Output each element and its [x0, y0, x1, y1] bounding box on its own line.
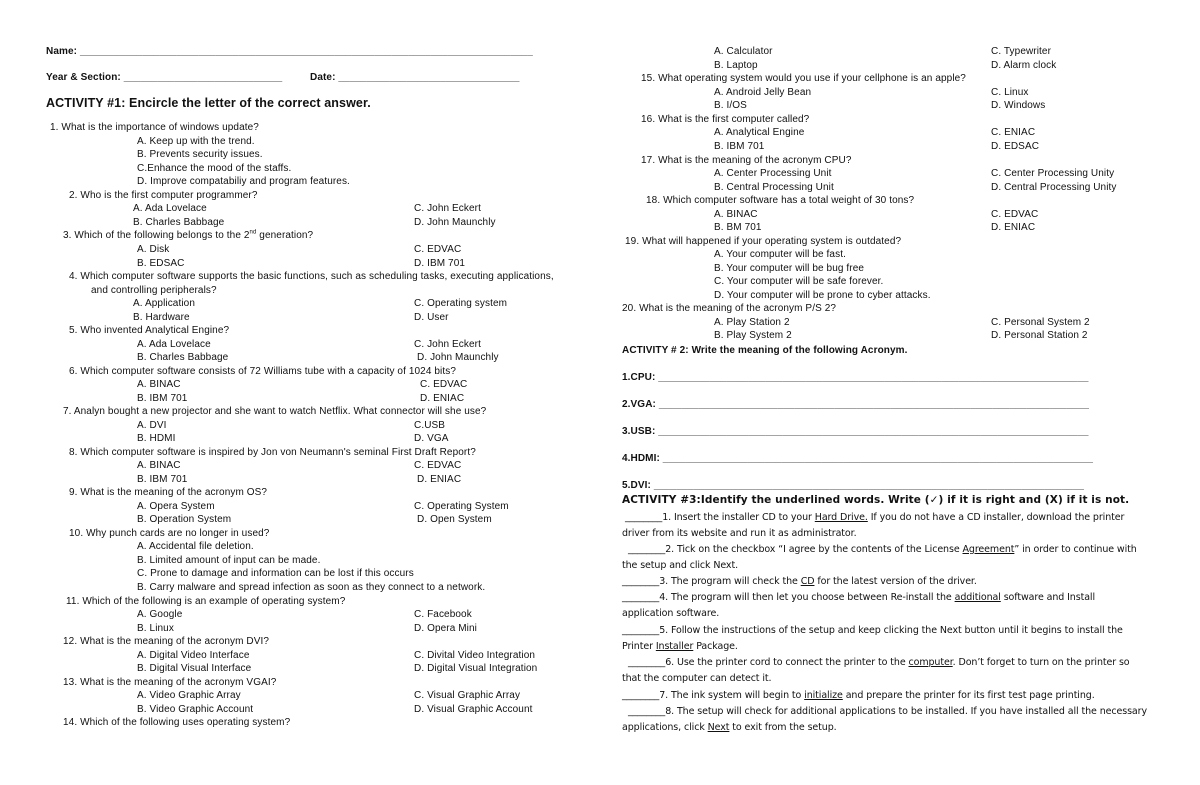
choice-15b[interactable]: B. I/OS — [714, 100, 747, 111]
choice-17d[interactable]: D. Central Processing Unity — [991, 182, 1117, 193]
question-9: 9. What is the meaning of the acronym OS? — [69, 487, 268, 498]
question-4: 4. Which computer software supports the basic functions, such as scheduling tasks, executing applications, — [69, 271, 554, 282]
item-2-text: ________2. Tick on the checkbox “I agree by the contents of the License — [628, 544, 963, 555]
choice-17a[interactable]: A. Center Processing Unit — [714, 168, 832, 179]
choice-4b[interactable]: B. Hardware — [133, 312, 190, 323]
item-6-cont: that the computer can detect it. — [622, 673, 772, 684]
choice-17c[interactable]: C. Center Processing Unity — [991, 168, 1115, 179]
choice-7a[interactable]: A. DVI — [137, 420, 167, 431]
item-4-text: ________4. The program will then let you choose between Re-install the — [622, 592, 955, 603]
choice-7b[interactable]: B. HDMI — [137, 433, 176, 444]
choice-14d[interactable]: D. Alarm clock — [991, 60, 1057, 71]
choice-12a[interactable]: A. Digital Video Interface — [137, 650, 250, 661]
choice-13b[interactable]: B. Video Graphic Account — [137, 704, 254, 715]
choice-3d[interactable]: D. IBM 701 — [414, 258, 466, 269]
item-1[interactable] — [625, 512, 1124, 524]
choice-13a[interactable]: A. Video Graphic Array — [137, 690, 241, 701]
question-10: 10. Why punch cards are no longer in used? — [69, 528, 270, 539]
choice-10a[interactable]: A. Accidental file deletion. — [137, 541, 254, 552]
question-1: 1. What is the importance of windows update? — [50, 122, 259, 133]
item-6-underlined: computer — [908, 657, 953, 668]
acronym-cpu-line[interactable]: 1.CPU: ____________________________________________________________________________ — [622, 372, 1089, 383]
choice-7d[interactable]: D. VGA — [414, 433, 449, 444]
item-3-underlined: CD — [800, 576, 815, 587]
choice-11a[interactable]: A. Google — [137, 609, 183, 620]
choice-16d[interactable]: D. EDSAC — [991, 141, 1040, 152]
choice-2b[interactable]: B. Charles Babbage — [133, 217, 225, 228]
choice-5c[interactable]: C. John Eckert — [414, 339, 481, 350]
choice-18d[interactable]: D. ENIAC — [991, 222, 1036, 233]
item-5-cont-end: Package. — [693, 641, 738, 652]
choice-5d[interactable]: D. John Maunchly — [417, 352, 499, 363]
item-1-text: ________1. Insert the installer CD to your — [625, 512, 815, 523]
item-2-end: ” in order to continue with — [1014, 544, 1137, 555]
question-18: 18. Which computer software has a total weight of 30 tons? — [646, 195, 915, 206]
question-8: 8. Which computer software is inspired by Jon von Neumann's seminal First Draft Report? — [69, 447, 476, 458]
question-3-end: generation? — [256, 230, 314, 241]
choice-6a[interactable]: A. BINAC — [137, 379, 181, 390]
choice-8b[interactable]: B. IBM 701 — [137, 474, 188, 485]
item-3-text: ________3. The program will check the — [622, 576, 801, 587]
choice-10b[interactable]: B. Limited amount of input can be made. — [137, 555, 321, 566]
year-section-line[interactable]: Year & Section: ____________________________ — [46, 72, 283, 83]
item-8[interactable]: ________8. The setup will check for additional applications to be installed. If you have installed all the necessary — [628, 706, 1147, 717]
choice-20a[interactable]: A. Play Station 2 — [714, 317, 790, 328]
choice-3c[interactable]: C. EDVAC — [414, 244, 462, 255]
choice-13c[interactable]: C. Visual Graphic Array — [414, 690, 521, 701]
choice-19a[interactable]: A. Your computer will be fast. — [714, 249, 846, 260]
choice-6b[interactable]: B. IBM 701 — [137, 393, 188, 404]
item-6[interactable] — [628, 657, 1130, 669]
acronym-usb-line[interactable]: 3.USB: ____________________________________________________________________________ — [622, 426, 1089, 437]
item-8-cont-text: applications, click — [622, 722, 708, 733]
question-15: 15. What operating system would you use if your cellphone is an apple? — [641, 73, 966, 84]
item-8-cont-end: to exit from the setup. — [729, 722, 837, 733]
choice-19b[interactable]: B. Your computer will be bug free — [714, 263, 865, 274]
activity2-title: ACTIVITY # 2: Write the meaning of the following Acronym. — [622, 345, 908, 356]
choice-18b[interactable]: B. BM 701 — [714, 222, 762, 233]
activity1-title: ACTIVITY #1: Encircle the letter of the correct answer. — [46, 96, 371, 110]
question-7: 7. Analyn bought a new projector and she want to watch Netflix. What connector will she use? — [63, 406, 487, 417]
choice-14c[interactable]: C. Typewriter — [991, 46, 1052, 57]
choice-19d[interactable]: D. Your computer will be prone to cyber attacks. — [714, 290, 931, 301]
choice-12c[interactable]: C. Divital Video Integration — [414, 650, 536, 661]
question-6: 6. Which computer software consists of 72 Williams tube with a capacity of 1024 bits? — [69, 366, 457, 377]
choice-7c[interactable]: C.USB — [414, 420, 446, 431]
question-14: 14. Which of the following uses operating system? — [63, 717, 291, 728]
item-2-cont: the setup and click Next. — [622, 560, 738, 571]
choice-15c[interactable]: C. Linux — [991, 87, 1029, 98]
choice-20c[interactable]: C. Personal System 2 — [991, 317, 1090, 328]
choice-9d[interactable]: D. Open System — [417, 514, 492, 525]
choice-20d[interactable]: D. Personal Station 2 — [991, 330, 1088, 341]
item-2[interactable] — [628, 544, 1137, 556]
item-1-underlined: Hard Drive. — [814, 512, 868, 523]
choice-10d[interactable]: B. Carry malware and spread infection as soon as they connect to a network. — [137, 582, 486, 593]
choice-8c[interactable]: C. EDVAC — [414, 460, 462, 471]
choice-20b[interactable]: B. Play System 2 — [714, 330, 792, 341]
item-3[interactable] — [622, 576, 977, 588]
name-line[interactable]: Name: ________________________________________________________________________________ — [46, 46, 533, 57]
choice-2a[interactable]: A. Ada Lovelace — [133, 203, 207, 214]
item-4-cont: application software. — [622, 608, 720, 619]
choice-1a[interactable]: A. Keep up with the trend. — [137, 136, 255, 147]
choice-12b[interactable]: B. Digital Visual Interface — [137, 663, 252, 674]
item-7-end: and prepare the printer for its first test page printing. — [842, 690, 1095, 701]
choice-12d[interactable]: D. Digital Visual Integration — [414, 663, 538, 674]
choice-14b[interactable]: B. Laptop — [714, 60, 758, 71]
choice-13d[interactable]: D. Visual Graphic Account — [414, 704, 533, 715]
choice-16a[interactable]: A. Analytical Engine — [714, 127, 805, 138]
question-11: 11. Which of the following is an example of operating system? — [66, 596, 346, 607]
item-4[interactable] — [622, 592, 1095, 604]
question-2: 2. Who is the first computer programmer? — [69, 190, 258, 201]
item-7-text: ________7. The ink system will begin to — [622, 690, 805, 701]
question-16: 16. What is the first computer called? — [641, 114, 810, 125]
choice-1b[interactable]: B. Prevents security issues. — [137, 149, 263, 160]
activity3-title: ACTIVITY #3:Identify the underlined words. Write (✓) if it is right and (X) if it is not. — [622, 494, 1130, 506]
choice-5a[interactable]: A. Ada Lovelace — [137, 339, 211, 350]
choice-1c[interactable]: C.Enhance the mood of the staffs. — [137, 163, 292, 174]
choice-11c[interactable]: C. Facebook — [414, 609, 472, 620]
choice-19c[interactable]: C. Your computer will be safe forever. — [714, 276, 884, 287]
question-12: 12. What is the meaning of the acronym DVI? — [63, 636, 270, 647]
question-13: 13. What is the meaning of the acronym VGAI? — [63, 677, 277, 688]
choice-15d[interactable]: D. Windows — [991, 100, 1046, 111]
choice-18a[interactable]: A. BINAC — [714, 209, 758, 220]
question-19: 19. What will happened if your operating system is outdated? — [625, 236, 902, 247]
choice-6d[interactable]: D. ENIAC — [420, 393, 465, 404]
item-7[interactable] — [622, 690, 1095, 702]
item-1-end: If you do not have a CD installer, download the printer — [867, 512, 1125, 523]
choice-8a[interactable]: A. BINAC — [137, 460, 181, 471]
choice-14a[interactable]: A. Calculator — [714, 46, 773, 57]
question-17: 17. What is the meaning of the acronym CPU? — [641, 155, 852, 166]
question-3 — [63, 230, 313, 242]
choice-18c[interactable]: C. EDVAC — [991, 209, 1039, 220]
choice-17b[interactable]: B. Central Processing Unit — [714, 182, 834, 193]
choice-9c[interactable]: C. Operating System — [414, 501, 509, 512]
choice-15a[interactable]: A. Android Jelly Bean — [714, 87, 812, 98]
question-4-cont: and controlling peripherals? — [91, 285, 217, 296]
choice-16c[interactable]: C. ENIAC — [991, 127, 1036, 138]
choice-8d[interactable]: D. ENIAC — [417, 474, 462, 485]
question-3-sup: nd — [249, 229, 257, 236]
choice-4d[interactable]: D. User — [414, 312, 449, 323]
item-8-cont — [622, 722, 837, 734]
item-4-end: software and Install — [1000, 592, 1096, 603]
item-4-underlined: additional — [954, 592, 1001, 603]
acronym-hdmi-line[interactable]: 4.HDMI: ____________________________________________________________________________ — [622, 453, 1094, 464]
acronym-dvi-line[interactable]: 5.DVI: ____________________________________________________________________________ — [622, 480, 1085, 491]
choice-9b[interactable]: B. Operation System — [137, 514, 232, 525]
item-6-text: ________6. Use the printer cord to connect the printer to the — [628, 657, 909, 668]
item-7-underlined: initialize — [804, 690, 843, 701]
choice-11d[interactable]: D. Opera Mini — [414, 623, 477, 634]
acronym-vga-line[interactable]: 2.VGA: ____________________________________________________________________________ — [622, 399, 1090, 410]
question-20: 20. What is the meaning of the acronym P/S 2? — [622, 303, 837, 314]
item-2-underlined: Agreement — [962, 544, 1015, 555]
choice-6c[interactable]: C. EDVAC — [420, 379, 468, 390]
choice-2d[interactable]: D. John Maunchly — [414, 217, 496, 228]
choice-4c[interactable]: C. Operating system — [414, 298, 508, 309]
item-1-cont: driver from its website and run it as administrator. — [622, 528, 857, 539]
choice-2c[interactable]: C. John Eckert — [414, 203, 481, 214]
choice-3a[interactable]: A. Disk — [137, 244, 170, 255]
item-3-end: for the latest version of the driver. — [814, 576, 977, 587]
item-6-end: . Don’t forget to turn on the printer so — [952, 657, 1130, 668]
choice-1d[interactable]: D. Improve compatabiliy and program features. — [137, 176, 350, 187]
question-5: 5. Who invented Analytical Engine? — [69, 325, 230, 336]
choice-9a[interactable]: A. Opera System — [137, 501, 215, 512]
item-5-underlined: Installer — [655, 641, 694, 652]
choice-3b[interactable]: B. EDSAC — [137, 258, 185, 269]
item-5-cont — [622, 641, 738, 653]
item-5[interactable]: ________5. Follow the instructions of the setup and keep clicking the Next button until it begins to install the — [622, 625, 1123, 636]
date-line[interactable]: Date: ________________________________ — [310, 72, 520, 83]
question-3-text: 3. Which of the following belongs to the 2 — [63, 230, 250, 241]
choice-4a[interactable]: A. Application — [133, 298, 195, 309]
item-5-cont-text: Printer — [622, 641, 656, 652]
choice-10c[interactable]: C. Prone to damage and information can be lost if this occurs — [137, 568, 414, 579]
choice-11b[interactable]: B. Linux — [137, 623, 174, 634]
item-8-underlined: Next — [707, 722, 730, 733]
choice-16b[interactable]: B. IBM 701 — [714, 141, 765, 152]
choice-5b[interactable]: B. Charles Babbage — [137, 352, 229, 363]
